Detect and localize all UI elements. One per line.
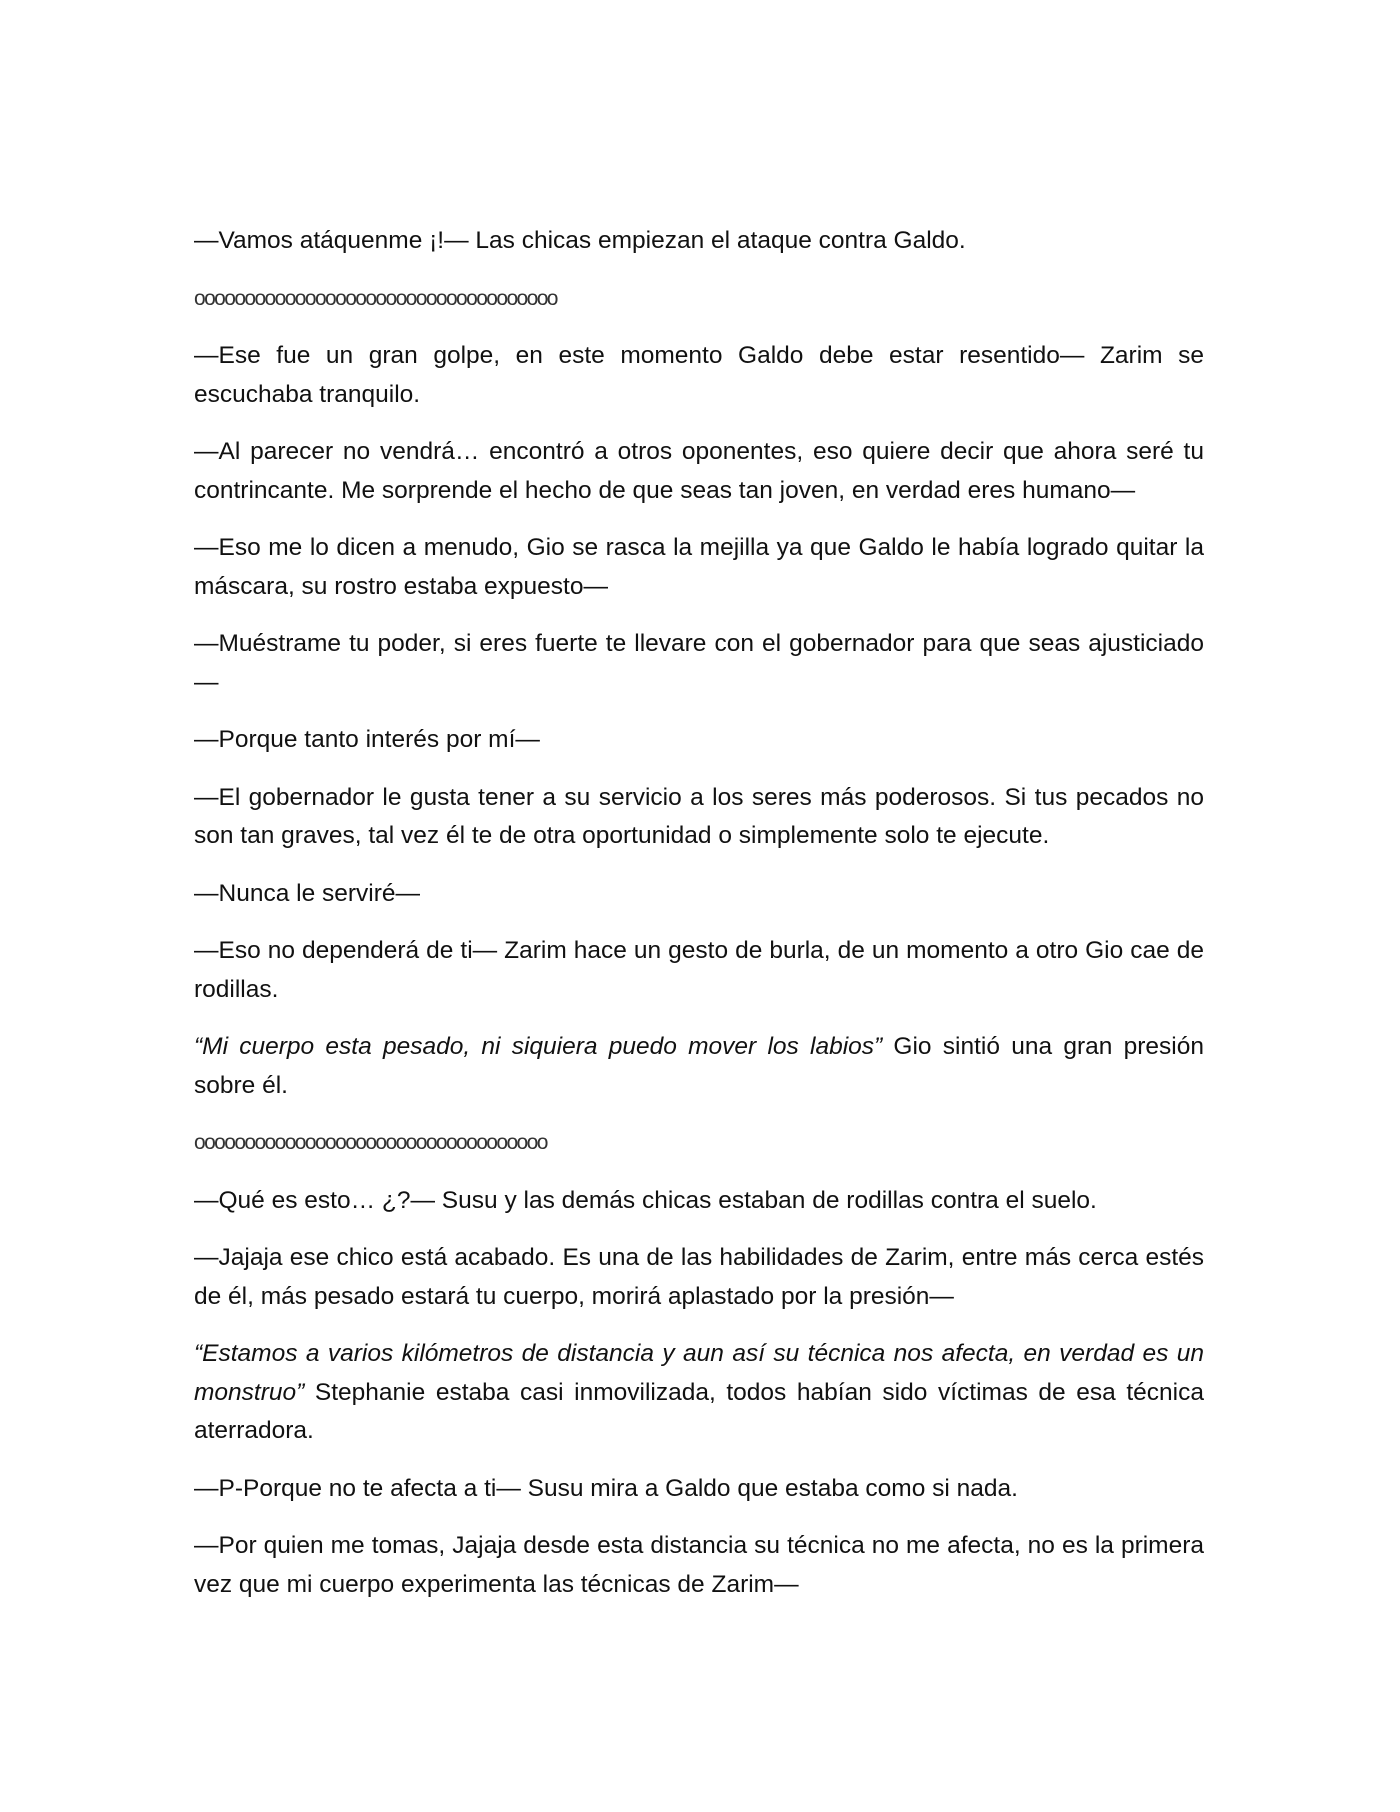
paragraph-text: —Nunca le serviré—	[194, 879, 421, 907]
paragraph	[194, 779, 1204, 856]
paragraph	[194, 433, 1204, 510]
paragraph	[194, 529, 1204, 606]
paragraph-text: Gio sintió una gran presión sobre él.	[194, 1033, 1205, 1099]
paragraph-text: —Jajaja ese chico está acabado. Es una de las habilidades de Zarim, entre más cerca estés de él, más pesado estará tu cuerpo, morirá aplastado por la presión—	[194, 1244, 1204, 1310]
section-separator: oooooooooooooooooooooooooooooooooooo	[194, 286, 557, 310]
paragraph-text: —P-Porque no te afecta a ti— Susu mira a Galdo que estaba como si nada.	[194, 1474, 1018, 1502]
paragraph-text: —Eso no dependerá de ti— Zarim hace un gesto de burla, de un momento a otro Gio cae de rodillas.	[194, 937, 1204, 1003]
paragraph	[194, 222, 1204, 261]
paragraph-text: —Qué es esto… ¿?— Susu y las demás chicas estaban de rodillas contra el suelo.	[194, 1186, 1097, 1214]
paragraph	[194, 337, 1204, 414]
paragraph-text: —Al parecer no vendrá… encontró a otros oponentes, eso quiere decir que ahora seré tu contrincante. Me sorprende el hecho de que seas tan joven, en verdad eres humano—	[194, 438, 1204, 504]
paragraph-text: —Eso me lo dicen a menudo, Gio se rasca la mejilla ya que Galdo le había logrado quitar la máscara, su rostro estaba expuesto—	[194, 534, 1204, 600]
paragraph-text: —El gobernador le gusta tener a su servicio a los seres más poderosos. Si tus pecados no son tan graves, tal vez él te de otra oportunidad o simplemente solo te ejecute.	[194, 783, 1204, 849]
paragraph	[194, 721, 1204, 760]
document-body	[194, 222, 1204, 1623]
paragraph-text: —Muéstrame tu poder, si eres fuerte te llevare con el gobernador para que seas ajusticiado—	[194, 630, 1204, 696]
paragraph	[194, 1028, 1204, 1105]
paragraph	[194, 625, 1204, 702]
paragraph-text: —Porque tanto interés por mí—	[194, 726, 540, 753]
italic-thought-text: “Estamos a varios kilómetros de distancia y aun así su técnica nos afecta, en verdad es un monstruo”	[194, 1340, 1204, 1406]
paragraph-text: —Por quien me tomas, Jajaja desde esta distancia su técnica no me afecta, no es la primera vez que mi cuerpo experimenta las técnicas de Zarim—	[194, 1532, 1204, 1598]
paragraph	[194, 1527, 1204, 1604]
paragraph	[194, 1470, 1204, 1509]
paragraph-text: —Ese fue un gran golpe, en este momento Galdo debe estar resentido— Zarim se escuchaba tranquilo.	[194, 342, 1204, 408]
paragraph	[194, 1239, 1204, 1316]
paragraph	[194, 1335, 1204, 1451]
paragraph-text: Stephanie estaba casi inmovilizada, todos habían sido víctimas de esa técnica aterradora.	[194, 1378, 1204, 1444]
paragraph	[194, 875, 1204, 914]
paragraph	[194, 1182, 1204, 1221]
italic-thought-text: “Mi cuerpo esta pesado, ni siquiera puedo mover los labios”	[194, 1033, 883, 1060]
section-separator: ooooooooooooooooooooooooooooooooooo	[194, 1131, 547, 1154]
paragraph-text: —Vamos atáquenme ¡!— Las chicas empiezan el ataque contra Galdo.	[194, 227, 966, 254]
paragraph	[194, 932, 1204, 1009]
